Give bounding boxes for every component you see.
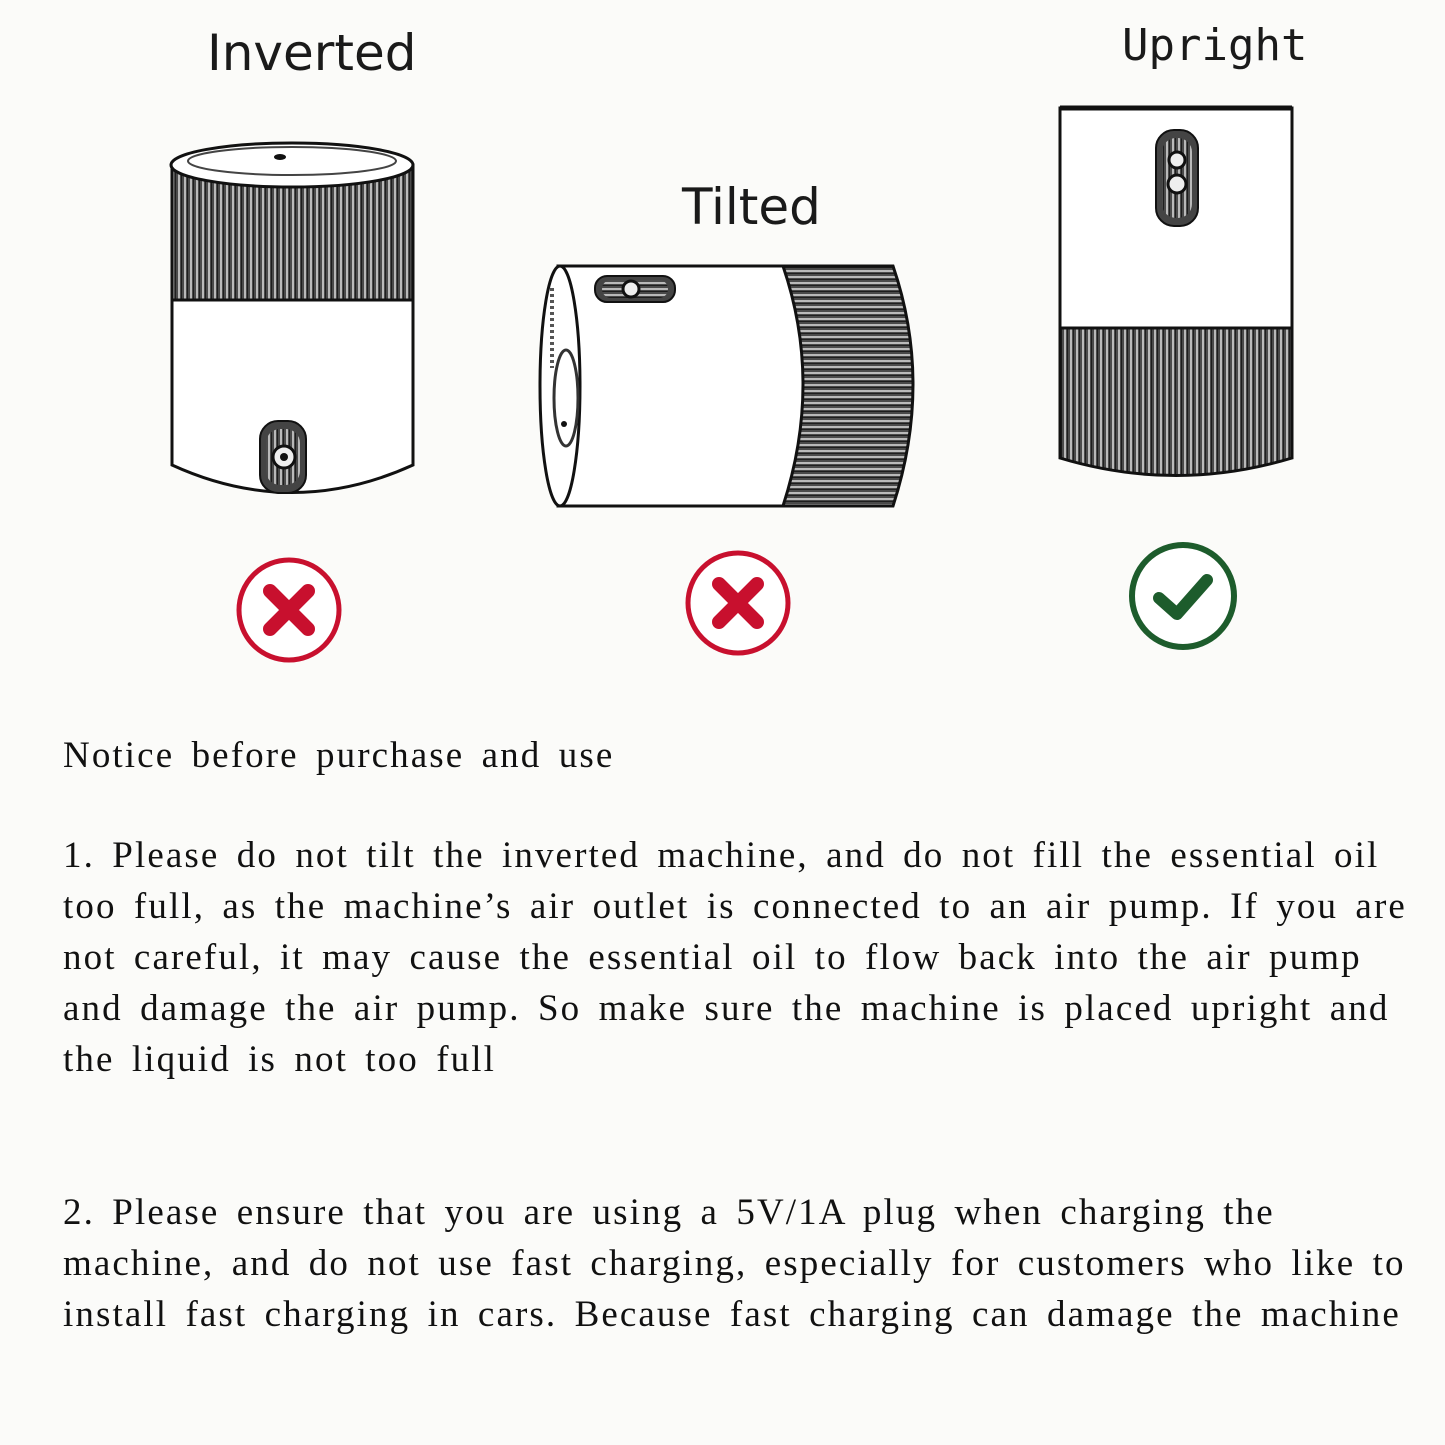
check-circle-icon [1127,540,1239,652]
cross-circle-icon [683,548,793,658]
diffuser-inverted-illustration [160,135,430,520]
label-inverted: Inverted [207,24,417,82]
diffuser-tilted-illustration [538,258,938,518]
diffuser-upright-illustration [1052,98,1300,493]
cross-circle-icon [234,555,344,665]
label-tilted: Tilted [682,178,821,236]
notice-paragraph: 1. Please do not tilt the inverted machine, and do not fill the essential oil too full, as the machine’s air outlet is connected to an air pump. If you are not careful, it may cause the essential oil to flow back into the air pump and damage the air pump. So make sure the machine is placed upright and the liquid is not too full [63,835,1407,1080]
notice-title: Notice before purchase and use [63,735,615,776]
label-upright: Upright [1122,20,1308,71]
notice-paragraph: 2. Please ensure that you are using a 5V/1A plug when charging the machine, and do not use fast charging, especially for customers who like to install fast charging in cars. Because fast charging can damage the machine [63,1192,1406,1335]
